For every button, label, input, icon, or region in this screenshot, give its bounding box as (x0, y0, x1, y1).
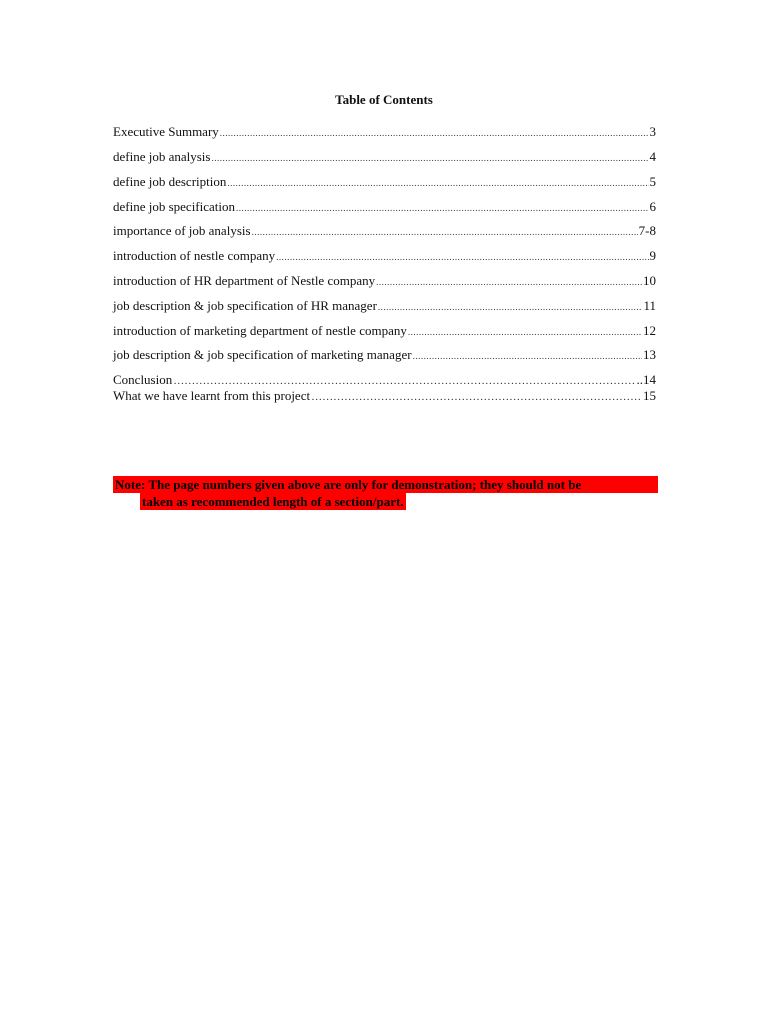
toc-entry-page: 10 (643, 273, 656, 288)
toc-entry[interactable] (113, 248, 656, 265)
toc-dot-leader (252, 224, 638, 240)
toc-entry[interactable] (113, 223, 656, 240)
toc-entry-label: importance of job analysis (113, 223, 251, 238)
toc-entry-label: introduction of nestle company (113, 248, 276, 263)
toc-entry-label: introduction of HR department of Nestle company (113, 273, 376, 288)
toc-entry[interactable] (113, 323, 656, 340)
toc-entry-label: Executive Summary (113, 124, 219, 139)
toc-entry[interactable] (113, 273, 656, 290)
toc-entry-label: job description & job specification of HR manager (113, 298, 377, 313)
toc-entry[interactable] (113, 124, 656, 141)
toc-entry-page: 9 (649, 248, 656, 263)
toc-entry[interactable] (113, 174, 656, 191)
toc-ellipsis-leader (311, 389, 642, 405)
toc-entry[interactable] (113, 199, 656, 216)
toc-entry-label: What we have learnt from this project (113, 388, 311, 403)
toc-dot-leader (220, 125, 649, 141)
toc-entry-page: ..14 (636, 372, 656, 387)
toc-title: Table of Contents (335, 92, 433, 107)
toc-entry-label: define job analysis (113, 149, 211, 164)
toc-dot-leader (408, 324, 642, 340)
toc-entry-label: introduction of marketing department of nestle company (113, 323, 407, 338)
toc-entry[interactable] (113, 388, 656, 405)
toc-entry-page: 11 (643, 298, 656, 313)
toc-entry-page: 5 (649, 174, 656, 189)
toc-entry[interactable] (113, 372, 656, 389)
toc-entry-label: job description & job specification of marketing manager (113, 347, 412, 362)
toc-entry-page: 4 (649, 149, 656, 164)
toc-dot-leader (413, 348, 642, 364)
note-line-1: Note: The page numbers given above are only for demonstration; they should not be (113, 476, 658, 493)
toc-dot-leader (236, 200, 648, 216)
toc-entry[interactable] (113, 347, 656, 364)
note-line-2: taken as recommended length of a section/part. (142, 494, 404, 509)
toc-entry-page: 12 (643, 323, 656, 338)
toc-entry-label: define job specification (113, 199, 236, 214)
toc-dot-leader (378, 299, 643, 315)
toc-entry-label: define job description (113, 174, 227, 189)
toc-entry-label: Conclusion (113, 372, 173, 387)
toc-entry-page: 6 (649, 199, 656, 214)
toc-ellipsis-leader (173, 373, 635, 389)
toc-entry-page: 15 (643, 388, 656, 403)
toc-entry-page: 7-8 (638, 223, 656, 238)
toc-entry-page: 13 (643, 347, 656, 362)
toc-entry[interactable] (113, 149, 656, 166)
toc-entry[interactable] (113, 298, 656, 315)
toc-entry-page: 3 (649, 124, 656, 139)
toc-dot-leader (376, 274, 642, 290)
toc-dot-leader (227, 175, 648, 191)
toc-dot-leader (276, 249, 648, 265)
toc-dot-leader (211, 150, 648, 166)
note-block (113, 476, 658, 510)
